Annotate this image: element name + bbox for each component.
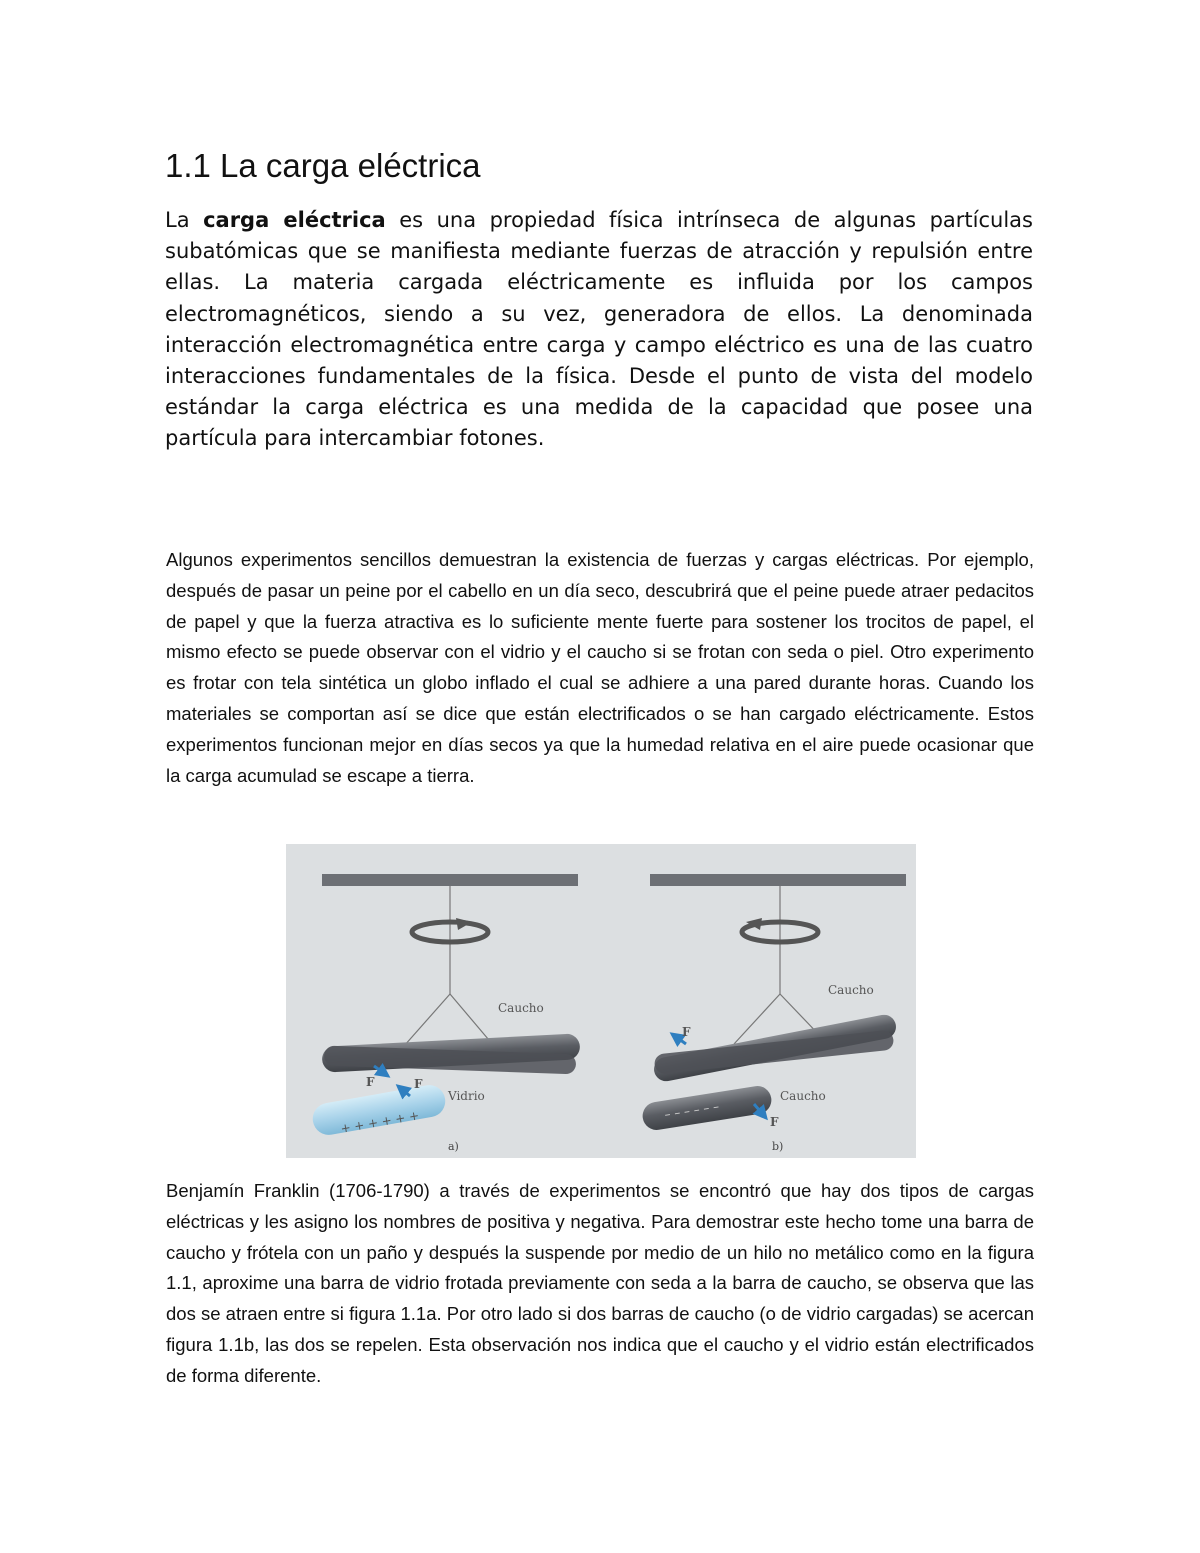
ceiling-bar-b [650,874,906,886]
rubber-rod-a [321,1033,580,1074]
label-caucho-b-top: Caucho [828,983,874,997]
label-force-a1: F [366,1075,375,1089]
label-vidrio: Vidrio [448,1089,485,1103]
paragraph-definition [165,205,1033,455]
svg-text:– – – – – –: – – – – – – [663,1099,721,1122]
label-force-b1: F [682,1025,691,1039]
caption-a: a) [448,1140,459,1153]
panel-a [310,874,580,1153]
label-force-a2: F [414,1077,423,1091]
panel-b [641,874,906,1153]
ceiling-bar-a [322,874,578,886]
para1-bold-term: carga eléctrica [203,208,386,232]
section-heading: 1.1 La carga eléctrica [165,147,481,184]
paragraph-experiments: Algunos experimentos sencillos demuestran la existencia de fuerzas y cargas eléctricas. Por ejemplo, después de pasar un peine por el cabello en un día seco, descubrirá que el peine puede atraer pedacitos de papel y que la fuerza atractiva es lo suficiente mente fuerte para sostener los trocitos de papel, el mismo efecto se puede observar con el vidrio y el caucho si se frotan con seda o piel. Otro experimento es frotar con tela sintética un globo inflado el cual se adhiere a una pared durante horas. Cuando los materiales se comportan así se dice que están electrificados o se han cargado eléctricamente. Estos experimentos funcionan mejor en días secos ya que la humedad relativa en el aire puede ocasionar que la carga acumulad se escape a tierra. [166,549,1034,786]
figure-charged-rods [286,844,916,1158]
paragraph-franklin: Benjamín Franklin (1706-1790) a través de experimentos se encontró que hay dos tipos de cargas eléctricas y les asigno los nombres de positiva y negativa. Para demostrar este hecho tome una barra de caucho y frótela con un paño y después la suspende por medio de un hilo no metálico como en la figura 1.1, aproxime una barra de vidrio frotada previamente con seda a la barra de caucho, se observa que las dos se atraen entre si figura 1.1a. Por otro lado si dos barras de caucho (o de vidrio cargadas) se acercan figura 1.1b, las dos se repelen. Esta observación nos indica que el caucho y el vidrio están electrificados de forma diferente. [166,1180,1034,1386]
para1-lead: La [165,208,190,232]
figure-illustration [286,844,916,1158]
para1-rest: es una propiedad física intrínseca de algunas partículas subatómicas que se manifiesta mediante fuerzas de atracción y repulsión entre ellas. La materia cargada eléctricamente es influida por los campos electromagnéticos, siendo a su vez, generadora de ellos. La denominada interacción electromagnética entre carga y campo eléctrico es una de las cuatro interacciones fundamentales de la física. Desde el punto de vista del modelo estándar la carga eléctrica es una medida de la capacidad que posee una partícula para intercambiar fotones. [165,208,1033,451]
rubber-rod-b-suspended [652,1013,898,1083]
svg-text:+ + + + + +: + + + + + + [339,1108,421,1136]
caption-b: b) [772,1140,784,1153]
label-caucho-a: Caucho [498,1001,544,1015]
label-force-b2: F [770,1115,779,1129]
label-caucho-b-bottom: Caucho [780,1089,826,1103]
glass-rod [310,1083,448,1138]
rubber-rod-b-handheld [641,1084,774,1132]
